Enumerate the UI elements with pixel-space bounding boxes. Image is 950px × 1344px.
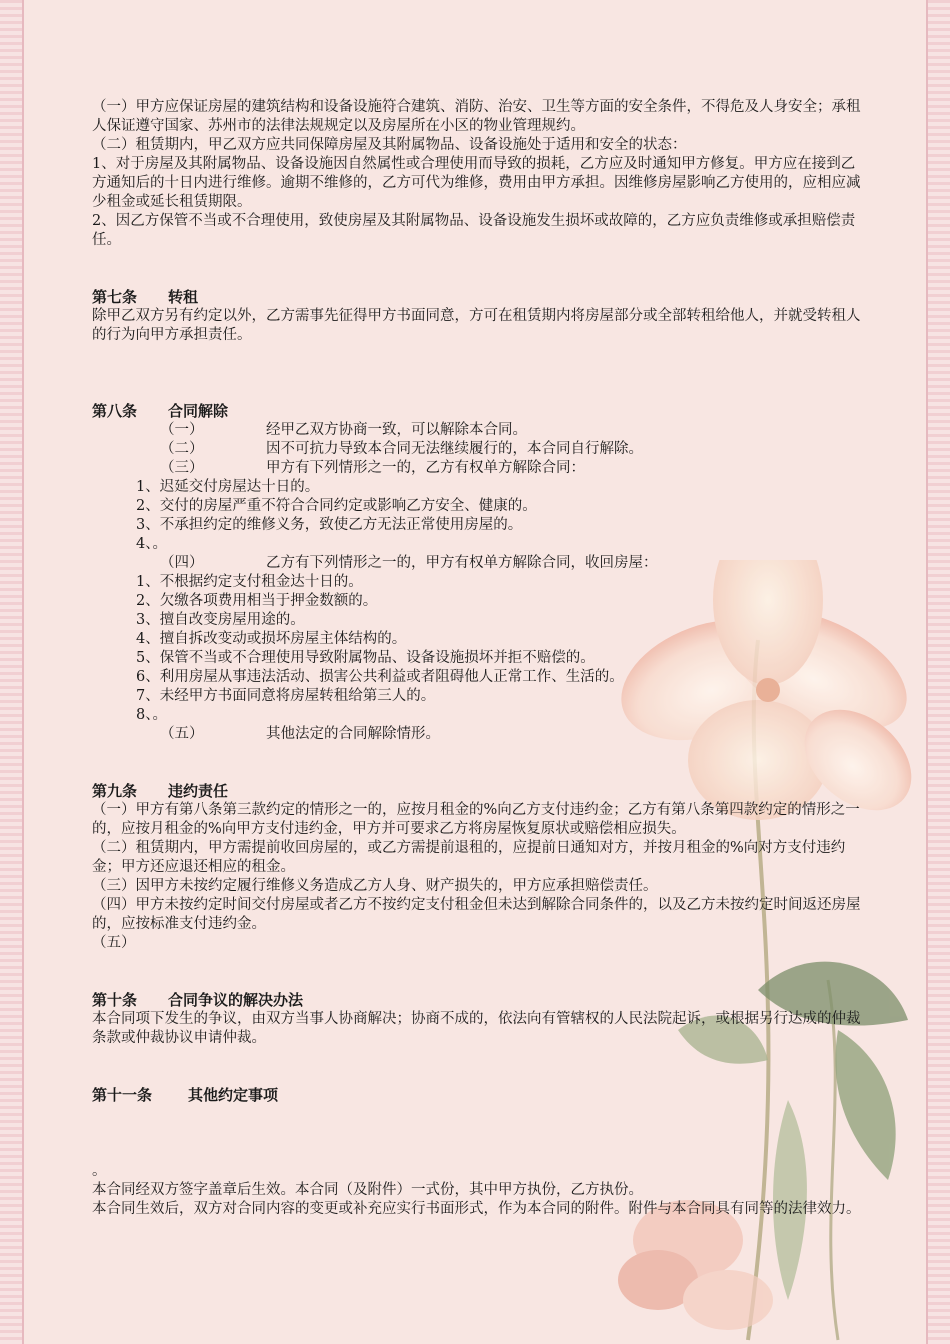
sec8-number: 第八条 <box>92 402 138 420</box>
sec11-heading <box>92 1086 862 1105</box>
list-item: 2、欠缴各项费用相当于押金数额的。 <box>136 593 378 609</box>
list-item: 7、未经甲方书面同意将房屋转租给第三人的。 <box>136 688 436 704</box>
sec9-para-5: （五） <box>92 935 136 951</box>
sec7-number: 第七条 <box>92 288 138 306</box>
list-item: 3、擅自改变房屋用途的。 <box>136 612 305 628</box>
clause-number: （一） <box>160 422 204 438</box>
sec11-para-2: 本合同经双方签字盖章后生效。本合同（及附件）一式份，其中甲方执份，乙方执份。 <box>92 1182 643 1198</box>
sec8-clause-3 <box>92 459 862 478</box>
sec7-body: 除甲乙双方另有约定以外，乙方需事先征得甲方书面同意，方可在租赁期内将房屋部分或全部转租给他人，并就受转租人的行为向甲方承担责任。 <box>92 308 861 343</box>
sec6-para-1: （一）甲方应保证房屋的建筑结构和设备设施符合建筑、消防、治安、卫生等方面的安全条件，不得危及人身安全；承租人保证遵守国家、苏州市的法律法规规定以及房屋所在小区的物业管理规约。 <box>92 99 861 134</box>
sec8-heading <box>92 402 862 421</box>
clause-number: （四） <box>160 555 204 571</box>
list-item: 6、利用房屋从事违法活动、损害公共利益或者阻碍他人正常工作、生活的。 <box>136 669 624 685</box>
sec11-para-3: 本合同生效后，双方对合同内容的变更或补充应实行书面形式，作为本合同的附件。附件与本合同具有同等的法律效力。 <box>92 1201 861 1217</box>
list-item: 1、不根据约定支付租金达十日的。 <box>136 574 363 590</box>
contract-document <box>92 98 862 1219</box>
list-item: 4、。 <box>136 536 167 552</box>
list-item: 3、不承担约定的维修义务，致使乙方无法正常使用房屋的。 <box>136 517 523 533</box>
sec9-title: 违约责任 <box>168 782 229 800</box>
sec6-para-2: （二）租赁期内，甲乙双方应共同保障房屋及其附属物品、设备设施处于适用和安全的状态： <box>92 137 687 153</box>
list-item: 2、交付的房屋严重不符合合同约定或影响乙方安全、健康的。 <box>136 498 537 514</box>
sec11-title: 其他约定事项 <box>188 1086 279 1104</box>
sec10-title: 合同争议的解决办法 <box>168 991 304 1009</box>
clause-number: （五） <box>160 726 204 742</box>
clause-text: 甲方有下列情形之一的，乙方有权单方解除合同： <box>266 460 585 476</box>
list-item: 4、擅自拆改变动或损坏房屋主体结构的。 <box>136 631 407 647</box>
sec9-para-1: （一）甲方有第八条第三款约定的情形之一的，应按月租金的%向乙方支付违约金；乙方有第八条第四款约定的情形之一的，应按月租金的%向甲方支付违约金，甲方并可要求乙方将房屋恢复原状或赔偿相应损失。 <box>92 802 860 837</box>
sec8-clause-4 <box>92 554 862 573</box>
list-item: 8、。 <box>136 707 167 723</box>
sec10-number: 第十条 <box>92 991 138 1009</box>
sec11-number: 第十一条 <box>92 1086 153 1104</box>
sec6-para-4: 2、因乙方保管不当或不合理使用，致使房屋及其附属物品、设备设施发生损坏或故障的，乙方应负责维修或承担赔偿责任。 <box>92 213 856 248</box>
clause-number: （三） <box>160 460 204 476</box>
sec10-body: 本合同项下发生的争议，由双方当事人协商解决；协商不成的，依法向有管辖权的人民法院起诉，或根据另行达成的仲裁条款或仲裁协议申请仲裁。 <box>92 1011 861 1046</box>
sec7-title: 转租 <box>168 288 199 306</box>
sec8-clause-5 <box>92 725 862 744</box>
sec8-clause-2 <box>92 440 862 459</box>
sec9-para-2: （二）租赁期内，甲方需提前收回房屋的，或乙方需提前退租的，应提前日通知对方，并按月租金的%向对方支付违约金；甲方还应退还相应的租金。 <box>92 840 846 875</box>
sec9-number: 第九条 <box>92 782 138 800</box>
list-item: 1、迟延交付房屋达十日的。 <box>136 479 320 495</box>
clause-number: （二） <box>160 441 204 457</box>
sec9-heading <box>92 782 862 801</box>
sec9-para-3: （三）因甲方未按约定履行维修义务造成乙方人身、财产损失的，甲方应承担赔偿责任。 <box>92 878 658 894</box>
sec9-para-4: （四）甲方未按约定时间交付房屋或者乙方不按约定支付租金但未达到解除合同条件的，以及乙方未按约定时间返还房屋的，应按标准支付违约金。 <box>92 897 861 932</box>
clause-text: 乙方有下列情形之一的，甲方有权单方解除合同，收回房屋： <box>266 555 658 571</box>
sec10-heading <box>92 991 862 1010</box>
clause-text: 因不可抗力导致本合同无法继续履行的，本合同自行解除。 <box>266 441 643 457</box>
sec7-heading <box>92 288 862 307</box>
list-item: 5、保管不当或不合理使用导致附属物品、设备设施损坏并拒不赔偿的。 <box>136 650 595 666</box>
clause-text: 其他法定的合同解除情形。 <box>266 726 440 742</box>
sec8-title: 合同解除 <box>168 402 229 420</box>
right-decorative-border <box>926 0 950 1344</box>
sec8-clause-1 <box>92 421 862 440</box>
left-decorative-border <box>0 0 24 1344</box>
sec11-para-1: 。 <box>92 1163 107 1179</box>
clause-text: 经甲乙双方协商一致，可以解除本合同。 <box>266 422 527 438</box>
sec6-para-3: 1、对于房屋及其附属物品、设备设施因自然属性或合理使用而导致的损耗，乙方应及时通知甲方修复。甲方应在接到乙方通知后的十日内进行维修。逾期不维修的，乙方可代为维修，费用由甲方承担。因维修房屋影响乙方使用的，应相应减少租金或延长租赁期限。 <box>92 156 861 210</box>
